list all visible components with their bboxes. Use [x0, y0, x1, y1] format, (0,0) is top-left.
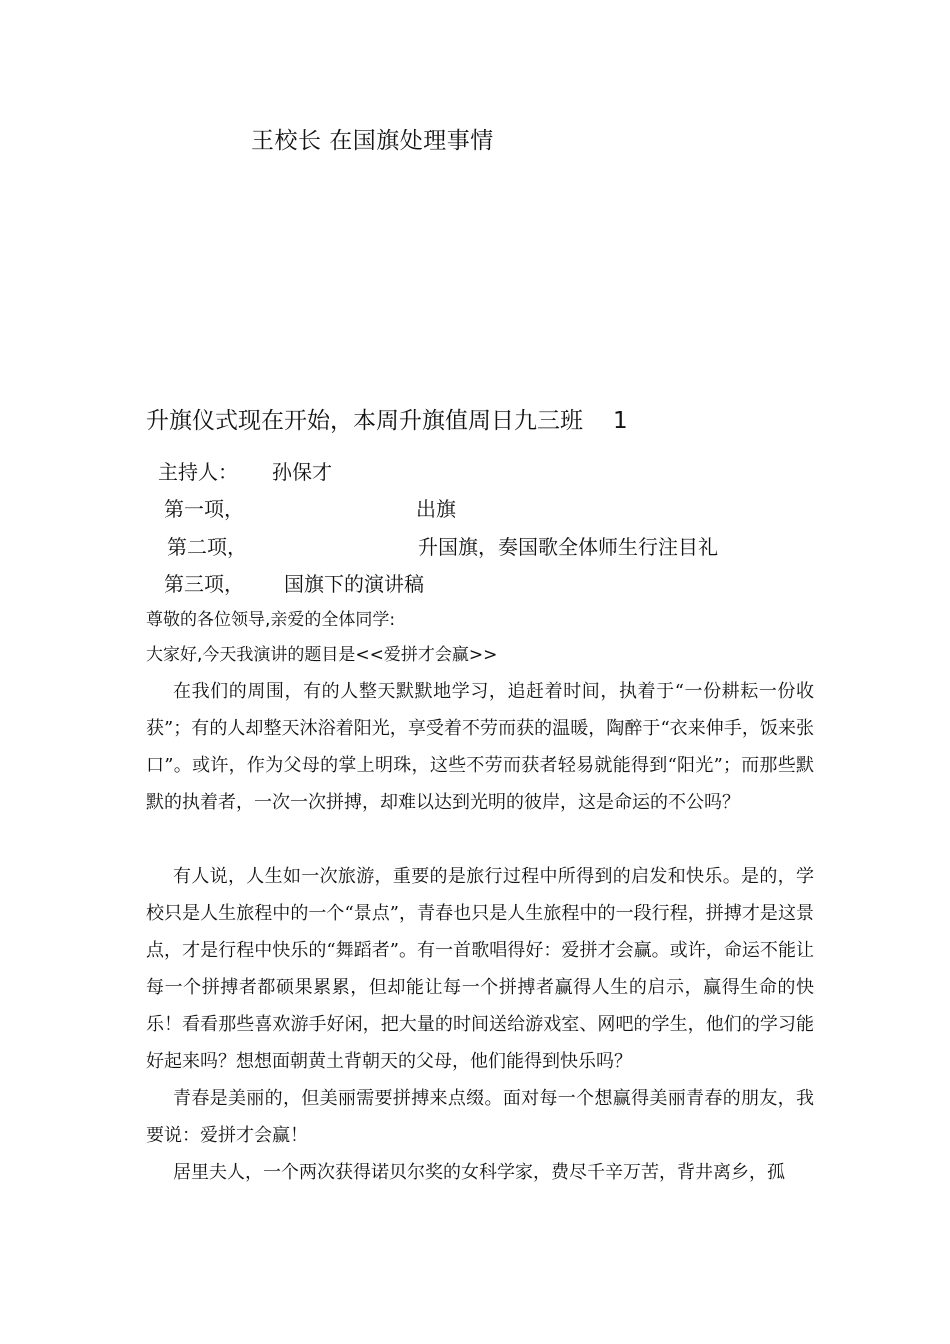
opening-text: 升旗仪式现在开始，本周升旗值周日九三班 [146, 408, 583, 434]
opening-number: 1 [613, 408, 628, 434]
program-item-label: 第三项， [164, 572, 244, 596]
speech-paragraph-2: 有人说，人生如一次旅游，重要的是旅行过程中所得到的启发和快乐。是的，学校只是人生旅程中的一个“景点”，青春也只是人生旅程中的一段行程，拼搏才是这景点，才是行程中快乐的“舞蹈者”。有一首歌唱得好：爱拼才会赢。或许，命运不能让每一个拼搏者都硕果累累，但却能让每一个拼搏者赢得人生的启示，赢得生命的快乐！看看那些喜欢游手好闲，把大量的时间送给游戏室、网吧的学生，他们的学习能好起来吗？想想面朝黄土背朝天的父母，他们能得到快乐吗？ [146, 866, 814, 1072]
speech-paragraph-1: 在我们的周围，有的人整天默默地学习，追赶着时间，执着于“一份耕耘一份收获”；有的人却整天沐浴着阳光，享受着不劳而获的温暖，陶醉于“衣来伸手，饭来张口”。或许，作为父母的掌上明珠，这些不劳而获者轻易就能得到“阳光”；而那些默默的执着者，一次一次拼搏，却难以达到光明的彼岸，这是命运的不公吗？ [146, 681, 814, 813]
program-item-content: 国旗下的演讲稿 [284, 572, 424, 596]
document-title: 王校长 在国旗处理事情 [251, 128, 494, 154]
program-item-label: 第一项， [164, 497, 244, 521]
program-item-content: 出旗 [416, 497, 456, 521]
host-label: 主持人： [158, 460, 238, 484]
program-item-label: 第二项， [167, 535, 247, 559]
speech-paragraph-3: 青春是美丽的，但美丽需要拼搏来点缀。面对每一个想赢得美丽青春的朋友，我要说：爱拼才会赢！ [146, 1088, 814, 1146]
ceremony-opening [146, 402, 628, 435]
salutation: 尊敬的各位领导,亲爱的全体同学: [146, 610, 396, 630]
host-name: 孙保才 [272, 460, 332, 484]
program-item-content: 升国旗，奏国歌全体师生行注目礼 [418, 535, 718, 559]
speech-paragraph-4: 居里夫人，一个两次获得诺贝尔奖的女科学家，费尽千辛万苦，背井离乡，孤 [173, 1162, 785, 1183]
greeting: 大家好,今天我演讲的题目是<<爱拼才会赢>> [146, 645, 498, 665]
